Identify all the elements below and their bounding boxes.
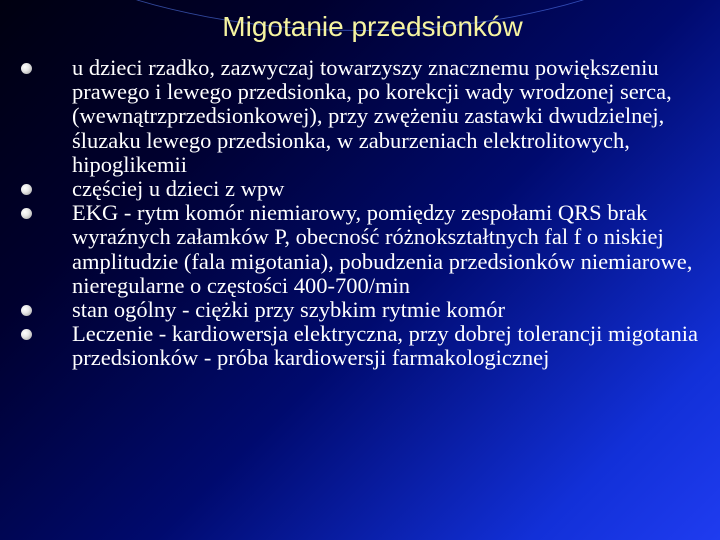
bullet-text-1: u dzieci rzadko, zazwyczaj towarzyszy znacznemu powiększeniu prawego i lewego przedsionka, po korekcji wady wrodzonej serca, (wewnątrzprzedsionkowej), przy zwężeniu zastawki dwudzielnej, śluzaku lewego przedsionka, w zaburzeniach elektrolitowych, hipoglikemii	[72, 55, 672, 177]
bullet-item-4	[20, 298, 715, 322]
bullet-text-3: EKG - rytm komór niemiarowy, pomiędzy zespołami QRS brak wyraźnych załamków P, obecność różnokształtnych fal f o niskiej amplitudzie (fala migotania), pobudzenia przedsionków niemiarowe, nieregularne o częstości 400-700/min	[72, 200, 693, 298]
bullet-dot-icon	[21, 63, 32, 74]
bullet-dot-icon	[21, 305, 32, 316]
bullet-dot-icon	[21, 329, 32, 340]
bullet-dot-icon	[21, 208, 32, 219]
bullet-text-4: stan ogólny - ciężki przy szybkim rytmie komór	[72, 297, 506, 323]
bullet-text-2: częściej u dzieci z wpw	[72, 176, 285, 202]
bullet-item-1	[20, 56, 715, 177]
bullet-item-2	[20, 177, 715, 201]
bullet-dot-icon	[21, 184, 32, 195]
bullet-item-5	[20, 322, 715, 370]
bullet-list	[20, 56, 715, 371]
bullet-item-3	[20, 201, 715, 298]
slide-title: Migotanie przedsionków	[222, 11, 523, 42]
bullet-text-5: Leczenie - kardiowersja elektryczna, przy dobrej tolerancji migotania przedsionków - próba kardiowersji farmakologicznej	[72, 321, 698, 371]
